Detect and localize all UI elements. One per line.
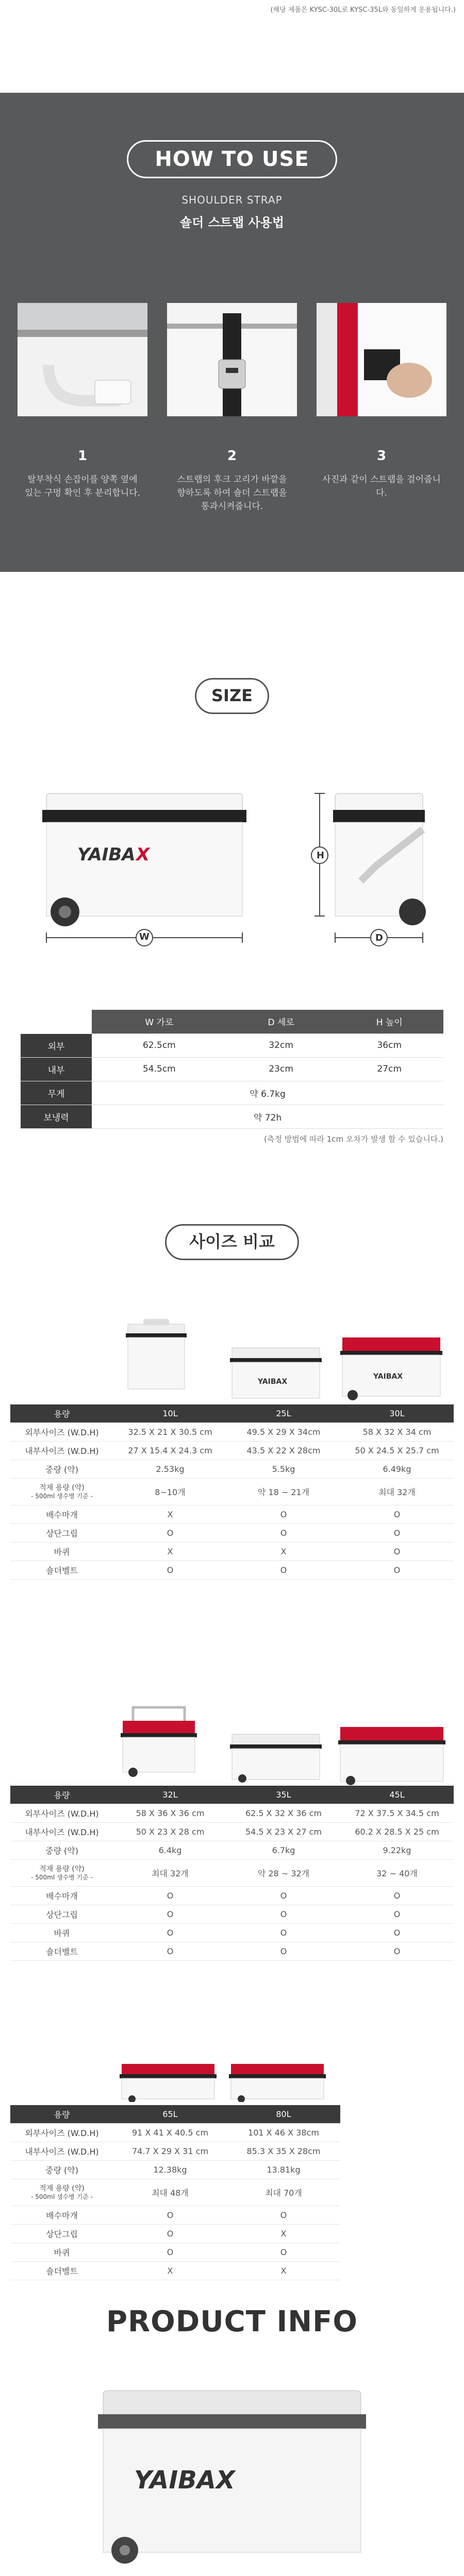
compare-cell: O: [280, 2210, 287, 2220]
compare-row-load: [10, 1860, 454, 1887]
size-row-label: 보냉력: [21, 1105, 92, 1128]
cooler-65l-image: [117, 2061, 220, 2102]
size-row-inner: [21, 1057, 443, 1081]
product-image: [88, 2380, 376, 2566]
svg-text:YAIBA: YAIBA: [77, 844, 136, 865]
compare-row-weight: [10, 2161, 340, 2179]
compare-cell: O: [280, 1510, 287, 1519]
compare-row-inner: [10, 2142, 340, 2161]
compare-label: 숄더벨트: [46, 1947, 78, 1957]
compare-cell: 13.81kg: [267, 2165, 301, 2175]
compare-cell: 2.53kg: [156, 1464, 185, 1474]
size-note: (측정 방법에 따라 1cm 오차가 발생 할 수 있습니다.): [264, 1134, 443, 1144]
step-1-number: 1: [77, 448, 88, 464]
size-header-h: H 높이: [336, 1010, 444, 1033]
compare-cell: X: [167, 2266, 173, 2276]
svg-text:YAIBAX: YAIBAX: [258, 1378, 288, 1386]
compare-cell: 101 X 46 X 38cm: [248, 2128, 319, 2138]
compare-cell: 6.7kg: [272, 1845, 295, 1855]
compare-row-grip: [10, 2225, 340, 2243]
compare-row-capacity: [10, 2105, 340, 2124]
compare-table-1: [10, 1404, 454, 1580]
compare-label: 상단그립: [46, 2229, 78, 2239]
compare-label: [10, 2184, 113, 2201]
compare-cell: O: [280, 1891, 287, 1901]
compare-cell: O: [393, 1565, 401, 1575]
compare-label: 외부사이즈 (W.D.H): [25, 1428, 99, 1437]
compare-cell: 약 28 ~ 32개: [257, 1869, 310, 1878]
compare-title: 사이즈 비교: [165, 1224, 299, 1260]
compare-cell: 65L: [162, 2109, 178, 2119]
compare-cell: 50 X 23 X 28 cm: [136, 1827, 205, 1837]
cooler-25l-image: [227, 1345, 325, 1401]
size-cell: 62.5cm: [92, 1033, 227, 1057]
dim-label-w: W: [139, 931, 150, 942]
compare-cell: X: [167, 1547, 173, 1556]
product-info-title: PRODUCT INFO: [106, 2305, 358, 2338]
step-2-image: [167, 303, 297, 416]
compare-cell: 9.22kg: [383, 1845, 411, 1855]
compare-cell: 10L: [162, 1409, 178, 1418]
compare-cell: 35L: [276, 1790, 291, 1800]
compare-cell: 12.38kg: [153, 2165, 187, 2175]
compare-row-drain: [10, 2206, 340, 2225]
compare-label: 배수마개: [46, 2211, 78, 2221]
compare-label-load: 적재 용량 (약): [39, 2184, 85, 2193]
compare-label: 바퀴: [54, 1928, 70, 1938]
compare-cell: 27 X 15.4 X 24.3 cm: [128, 1446, 212, 1455]
compare-cell: O: [167, 1946, 174, 1956]
compare-row-drain: [10, 1505, 454, 1524]
compare-cell: X: [280, 2266, 287, 2276]
svg-text:X: X: [136, 844, 150, 865]
compare-row-grip: [10, 1524, 454, 1543]
cooler-32l-image: [118, 1705, 200, 1777]
compare-cell: X: [280, 2229, 287, 2239]
compare-row-wheel: [10, 2243, 340, 2262]
compare-label: 외부사이즈 (W.D.H): [25, 1809, 99, 1819]
compare-cell: 6.49kg: [383, 1464, 411, 1474]
size-row-label: 내부: [21, 1057, 92, 1081]
compare-row-inner: [10, 1442, 454, 1460]
compare-row-outer: [10, 1804, 454, 1823]
step-1-text: 탈부착식 손잡이를 양쪽 옆에 있는 구멍 확인 후 분리합니다.: [24, 474, 141, 498]
compare-cell: O: [167, 2210, 174, 2220]
compare-cell: 최대 48개: [152, 2188, 189, 2198]
compare-row-load: [10, 1479, 454, 1505]
compare-cell: 30L: [389, 1409, 405, 1418]
compare-cell: X: [280, 1547, 287, 1556]
compare-cell: 80L: [276, 2109, 291, 2119]
size-cell-merged: 약 72h: [92, 1105, 443, 1128]
compare-cell: 60.2 X 28.5 X 25 cm: [355, 1827, 439, 1837]
compare-label: 내부사이즈 (W.D.H): [25, 1446, 99, 1456]
compare-label-load: 적재 용량 (약): [39, 1483, 85, 1492]
compare-cell: 5.5kg: [272, 1464, 295, 1474]
compare-row-weight: [10, 1841, 454, 1860]
compare-row-wheel: [10, 1924, 454, 1942]
size-cell: 54.5cm: [92, 1057, 227, 1081]
compare-label-load: 적재 용량 (약): [39, 1865, 85, 1873]
size-cell: 32cm: [227, 1033, 336, 1057]
compare-row-capacity: [10, 1404, 454, 1423]
step-2-number: 2: [227, 448, 237, 464]
cooler-10l-image: [118, 1319, 195, 1396]
compare-label: 배수마개: [46, 1891, 78, 1901]
compare-cell: O: [393, 1528, 401, 1538]
compare-label: 바퀴: [54, 2248, 70, 2258]
size-header-d: D 세로: [227, 1010, 336, 1033]
compare-table-3: [10, 2105, 340, 2280]
compare-cell: 85.3 X 35 X 28cm: [246, 2146, 321, 2156]
compare-cell: 62.5 X 32 X 36 cm: [245, 1808, 322, 1818]
compare-cell: 8~10개: [155, 1487, 186, 1497]
size-cell: 36cm: [336, 1033, 444, 1057]
compare-cell: 72 X 37.5 X 34.5 cm: [355, 1808, 439, 1818]
compare-label: 내부사이즈 (W.D.H): [25, 1827, 99, 1837]
compare-label: 바퀴: [54, 1547, 70, 1557]
cooler-80l-image: [226, 2061, 329, 2102]
compare-label: 외부사이즈 (W.D.H): [25, 2128, 99, 2138]
compare-label-load-note: - 500ml 생수병 기준 -: [31, 1492, 93, 1500]
cooler-45l-image: [335, 1724, 449, 1786]
size-table-header: [21, 1010, 443, 1033]
compare-row-drain: [10, 1887, 454, 1905]
dim-label-d: D: [375, 933, 383, 943]
compare-cell: 45L: [389, 1790, 405, 1800]
compare-cell: O: [167, 1891, 174, 1901]
cooler-30l-image: [337, 1334, 445, 1401]
compare-cell: 32.5 X 21 X 30.5 cm: [128, 1427, 212, 1437]
step-3-number: 3: [376, 448, 387, 464]
how-to-use-title: HOW TO USE: [127, 140, 337, 178]
compare-label-load-note: - 500ml 생수병 기준 -: [31, 1873, 93, 1881]
compare-label: 중량 (약): [45, 1465, 78, 1475]
step-2-text: 스트랩의 후크 고리가 바깥을 향하도록 하여 숄더 스트랩을 통과시켜줍니다.: [177, 474, 287, 512]
compare-cell: 최대 32개: [378, 1487, 416, 1497]
compare-label: 숄더벨트: [46, 2266, 78, 2276]
compare-cell: 49.5 X 29 X 34cm: [246, 1427, 321, 1437]
compare-label: 중량 (약): [45, 2165, 78, 2175]
compare-cell: O: [167, 1909, 174, 1919]
compare-cell: 32L: [162, 1790, 178, 1800]
size-row-outer: [21, 1033, 443, 1057]
compare-label: 배수마개: [46, 1510, 78, 1520]
compare-cell: 58 X 36 X 36 cm: [136, 1808, 205, 1818]
compare-label: 용량: [54, 1409, 70, 1419]
compare-cell: 최대 32개: [152, 1869, 189, 1878]
compare-row-shoulder: [10, 1561, 454, 1580]
compare-row-outer: [10, 2124, 340, 2142]
compare-cell: 43.5 X 22 X 28cm: [246, 1446, 321, 1455]
compare-row-grip: [10, 1905, 454, 1924]
compare-cell: O: [280, 1909, 287, 1919]
svg-text:YAIBAX: YAIBAX: [373, 1372, 403, 1381]
compare-cell: O: [280, 1565, 287, 1575]
compare-cell: O: [167, 1928, 174, 1938]
size-table: [21, 1010, 443, 1129]
size-cell: 27cm: [336, 1057, 444, 1081]
how-to-use-section: [0, 93, 464, 572]
size-diagram-side: [299, 783, 443, 969]
notice-text: (해당 제품은 KYSC-30L로 KYSC-35L와 동일하게 운용됩니다.): [270, 6, 456, 14]
compare-row-shoulder: [10, 2262, 340, 2280]
compare-cell: X: [167, 1510, 173, 1519]
compare-cell: 최대 70개: [265, 2188, 302, 2198]
size-row-label: 무게: [21, 1081, 92, 1105]
compare-cell: O: [280, 2247, 287, 2257]
compare-cell: O: [280, 1928, 287, 1938]
compare-cell: O: [167, 2247, 174, 2257]
compare-label: 용량: [54, 1790, 70, 1800]
compare-cell: 32 ~ 40개: [376, 1869, 418, 1878]
product-image-logo: YAIBAX: [134, 2466, 235, 2495]
compare-cell: 약 18 ~ 21개: [257, 1487, 310, 1497]
step-3-text: 사진과 같이 스트랩을 걸어줍니다.: [322, 474, 441, 498]
compare-cell: O: [167, 1528, 174, 1538]
compare-label: 상단그립: [46, 1529, 78, 1538]
compare-cell: O: [167, 1565, 174, 1575]
step-3-image: [317, 303, 446, 416]
compare-cell: 74.7 X 29 X 31 cm: [131, 2146, 209, 2156]
compare-cell: O: [393, 1928, 401, 1938]
compare-cell: O: [280, 1528, 287, 1538]
compare-cell: 91 X 41 X 40.5 cm: [131, 2128, 209, 2138]
dim-label-h: H: [317, 850, 325, 861]
size-row-label: 외부: [21, 1033, 92, 1057]
compare-table-2: [10, 1786, 454, 1961]
compare-label: 내부사이즈 (W.D.H): [25, 2147, 99, 2157]
compare-row-weight: [10, 1460, 454, 1479]
cooler-35l-image: [227, 1731, 325, 1783]
compare-cell: O: [393, 1946, 401, 1956]
size-row-insulation: [21, 1105, 443, 1128]
size-cell: 23cm: [227, 1057, 336, 1081]
compare-label: 숄더벨트: [46, 1566, 78, 1575]
compare-row-load: [10, 2179, 340, 2206]
compare-cell: O: [393, 1909, 401, 1919]
size-title: SIZE: [195, 678, 269, 714]
compare-cell: 58 X 32 X 34 cm: [362, 1427, 432, 1437]
compare-cell: O: [280, 1946, 287, 1956]
compare-cell: 6.4kg: [158, 1845, 182, 1855]
compare-row-capacity: [10, 1786, 454, 1804]
compare-row-outer: [10, 1423, 454, 1442]
compare-cell: O: [393, 1510, 401, 1519]
compare-row-inner: [10, 1823, 454, 1841]
compare-cell: O: [167, 2229, 174, 2239]
size-row-weight: [21, 1081, 443, 1105]
compare-label: [10, 1484, 113, 1500]
compare-cell: O: [393, 1547, 401, 1556]
compare-cell: O: [393, 1891, 401, 1901]
step-1-image: [18, 303, 147, 416]
size-header-w: W 가로: [92, 1010, 227, 1033]
how-to-use-subtitle: SHOULDER STRAP: [181, 194, 283, 206]
compare-cell: 54.5 X 23 X 27 cm: [245, 1827, 322, 1837]
compare-label-load-note: - 500ml 생수병 기준 -: [31, 2193, 93, 2200]
compare-label: 용량: [54, 2110, 70, 2120]
compare-label: 중량 (약): [45, 1846, 78, 1856]
compare-cell: 50 X 24.5 X 25.7 cm: [355, 1446, 439, 1455]
compare-label: 상단그립: [46, 1910, 78, 1920]
how-to-use-subtitle-kr: 숄더 스트랩 사용법: [179, 215, 285, 230]
compare-label: [10, 1865, 113, 1882]
compare-row-shoulder: [10, 1942, 454, 1961]
compare-row-wheel: [10, 1543, 454, 1561]
size-cell-merged: 약 6.7kg: [92, 1081, 443, 1105]
compare-cell: 25L: [276, 1409, 291, 1418]
